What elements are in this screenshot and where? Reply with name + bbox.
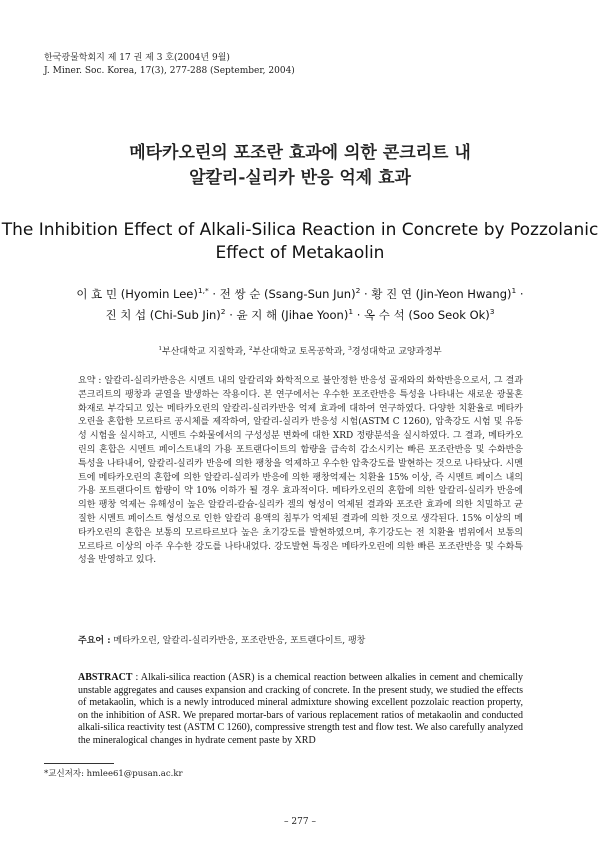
- keywords-text: 메타카오린, 알칼리-실리카반응, 포조란반응, 포트랜다이트, 팽창: [110, 636, 366, 646]
- footnote-rule: [44, 763, 114, 764]
- author-affil-mark: 2: [355, 286, 361, 296]
- title-english-line2: Effect of Metakaolin: [215, 243, 385, 263]
- affil-mark: 3: [348, 346, 352, 352]
- affiliation-3: 경성대학교 교양과정부: [351, 347, 442, 357]
- title-korean: [0, 141, 600, 191]
- abstract-english-text: : Alkali-silica reaction (ASR) is a chemical reaction between alkalies in cement and chemically unstable aggregates and causes expansion and cracking of concrete. In the present study, we studied the effects of metakaolin, which is a newly introduced mineral admixture showing excellent pozzolaic reaction property, on the inhibition of ASR. We prepared mortar-bars of various replacement ratios of metakaolin and conducted alkali-silica reactivity test (ASTM C 1260), compressive strength test and flow test. We also carefully analyzed the mineralogical changes in hydrate cement paste by XRD: [78, 672, 523, 746]
- author-separator: ·: [208, 287, 220, 301]
- journal-header: [44, 52, 295, 78]
- author-separator: ·: [353, 308, 365, 322]
- author-affil-mark: 1: [348, 307, 354, 317]
- journal-line-ko: 한국광물학회지 제 17 권 제 3 호(2004년 9월): [44, 53, 230, 63]
- author-affil-mark: 3: [489, 307, 495, 317]
- author-name: 황 진 연 (Jin-Yeon Hwang): [371, 287, 512, 301]
- page-number: – 277 –: [284, 817, 316, 827]
- author-separator: ·: [360, 287, 372, 301]
- abstract-english: [78, 672, 523, 748]
- affiliations: [0, 346, 600, 358]
- keywords: [78, 635, 523, 648]
- affil-mark: 2: [248, 346, 253, 352]
- corresponding-author-footnote: *교신저자: hmlee61@pusan.ac.kr: [44, 769, 183, 779]
- abstract-korean: 요약 : 알칼리-실리카반응은 시멘트 내의 알칼리와 화학적으로 불안정한 반응성 골재와의 화학반응으로서, 그 결과 콘크리트의 팽창과 균열을 발생하는 작용이다. 본 연구에서는 우수한 포조란반응 특성을 나타내는 새로운 광물혼화재로 부각되고 있는 메타카오린의 알칼리-실리카반응 억제 효과에 대하여 연구하였다. 다양한 치환율로 메타카오린을 혼합한 모르타르 공시체를 제작하여, 알칼리-실리카 반응성 시험(ASTM C 1260), 압축강도 시험 및 유동성 시험을 실시하고, 시멘트 수화물에서의 구성성분 변화에 대한 XRD 정량분석을 실시하였다. 그 결과, 메타카오린의 혼합은 시멘트 페이스트내의 가용 포트랜다이트의 함량을 급속히 감소시키는 빠른 포조란반응 및 수화반응 특성을 나타내어, 알칼리-실리카 반응에 의한 팽창을 억제하고 우수한 압축강도를 발현하는 것으로 나타났다. 시멘트에 메타카오린의 혼합에 의한 알칼리-실리카 반응에 의한 팽창억제는 치환율 15% 이상, 즉 시멘트 페이스 내의 가용 포트랜다이트 함량이 약 10% 이하가 될 경우 효과적이다. 메타카오린의 혼합에 의한 알칼리-실리카 반응에 의한 팽창 억제는 유해성이 높은 알칼리-칼슘-실리카 겔의 형성이 억제된 결과와 포조란 효과에 의한 치밀하고 균질한 시멘트 페이스트 형성으로 인한 알칼리 용액의 침투가 억제된 결과에 의한 것으로 생각된다. 15% 이상의 메타카오린의 혼합은 보통의 모르타르보다 높은 초기강도를 발현하였으며, 후기강도는 전 치환율 범위에서 보통의 모르타르 이상의 아주 우수한 강도를 나타내었다. 강도발현 특징은 메타카오린에 의한 빠른 포조란반응 및 수화특성을 반영하고 있다.: [78, 376, 523, 566]
- title-english: [0, 219, 600, 265]
- author-name: 이 효 민 (Hyomin Lee): [76, 287, 198, 301]
- title-english-line1: The Inhibition Effect of Alkali-Silica Reaction in Concrete by Pozzolanic: [1, 220, 599, 240]
- author-name: 전 쌍 순 (Ssang-Sun Jun): [219, 287, 356, 301]
- author-name: 옥 수 석 (Soo Seok Ok): [364, 308, 490, 322]
- abstract-label: ABSTRACT: [78, 672, 133, 683]
- author-separator: ·: [225, 308, 237, 322]
- title-korean-line1: 메타카오린의 포조란 효과에 의한 콘크리트 내: [129, 143, 471, 163]
- title-korean-line2: 알칼리-실리카 반응 억제 효과: [189, 168, 411, 188]
- author-name: 윤 지 해 (Jihae Yoon): [236, 308, 349, 322]
- author-line-2: [0, 305, 600, 326]
- author-separator: ·: [516, 287, 524, 301]
- affiliation-1: 부산대학교 지질학과,: [162, 347, 249, 357]
- affiliation-2: 부산대학교 토목공학과,: [252, 347, 349, 357]
- author-name: 진 치 섭 (Chi-Sub Jin): [105, 308, 221, 322]
- author-list: [0, 284, 600, 326]
- affil-mark: 1: [158, 346, 163, 352]
- author-affil-mark: 2: [220, 307, 226, 317]
- journal-line-en: J. Miner. Soc. Korea, 17(3), 277-288 (September, 2004): [44, 66, 295, 76]
- author-affil-mark: 1,*: [197, 286, 209, 296]
- author-line-1: [0, 284, 600, 305]
- keywords-label: 주요어 :: [78, 636, 111, 646]
- author-affil-mark: 1: [511, 286, 517, 296]
